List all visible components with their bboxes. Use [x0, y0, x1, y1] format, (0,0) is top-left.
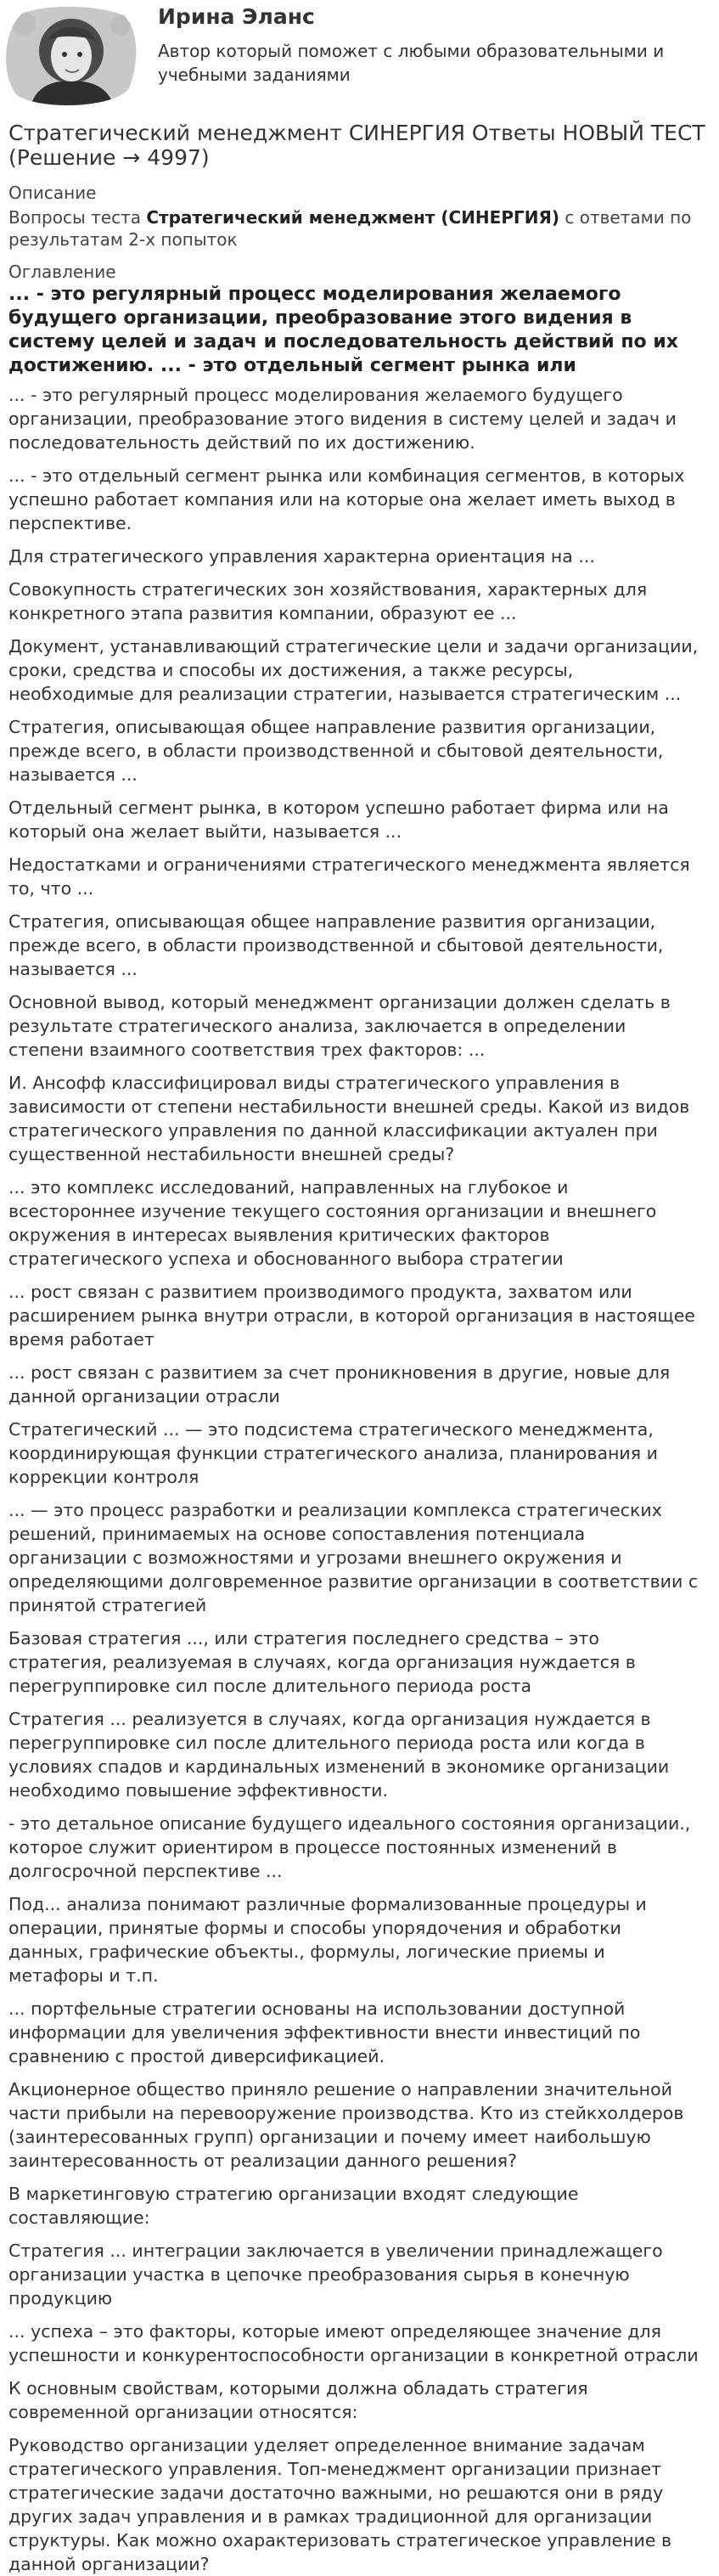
question-item: ... это комплекс исследований, направленных на глубокое и всестороннее изучение текущего состояния организации и внешнего окружения в интересах выявления критических факторов стратегического успеха и обоснованного выбора стратегии: [8, 1177, 657, 1269]
question-item: Документ, устанавливающий стратегические цели и задачи организации, сроки, средства и способы их достижения, а также ресурсы, необходимые для реализации стратегии, называется стратегическим ...: [8, 636, 699, 704]
question-item: Стратегия, описывающая общее направление развития организации, прежде всего, в области производственной и сбытовой деятельности, называется ...: [8, 717, 664, 785]
question-item: Основной вывод, который менеджмент организации должен сделать в результате стратегического анализа, заключается в определении степени взаимного соответствия трех факторов: ...: [8, 992, 671, 1060]
question-item: Под... анализа понимают различные формализованные процедуры и операции, принятые формы и способы упорядочения и обработки данных, графические объекты., формулы, логические приемы и метафоры и т.п.: [8, 1894, 647, 1986]
author-portrait-avatar-icon: [5, 7, 137, 107]
description-text: [8, 206, 705, 251]
author-avatar[interactable]: [5, 7, 137, 107]
question-item: Стратегия ... интеграции заключается в увеличении принадлежащего организации участка в цепочке преобразования сырья в конечную продукцию: [8, 2241, 663, 2308]
question-item: Отдельный сегмент рынка, в котором успешно работает фирма или на который она желает выйти, называется ...: [8, 798, 669, 842]
question-item: ... успеха – это факторы, которые имеют определяющее значение для успешности и конкурентоспособности организации в конкретной отрасли: [8, 2321, 699, 2365]
question-item: ... портфельные стратегии основаны на использовании доступной информации для увеличения эффективности внести инвестиций по сравнению с простой диверсификацией.: [8, 1998, 641, 2066]
question-item: Базовая стратегия ..., или стратегия последнего средства – это стратегия, реализуемая в случаях, когда организация нуждается в перегруппировке сил после длительного периода роста: [8, 1628, 636, 1696]
question-item: ... - это регулярный процесс моделирования желаемого будущего организации, преобразование этого видения в систему целей и задач и последовательность действий по их достижению.: [8, 385, 677, 453]
question-item: В маркетинговую стратегию организации входят следующие составляющие:: [8, 2184, 579, 2228]
description-test-name: Стратегический менеджмент (СИНЕРГИЯ): [146, 207, 560, 228]
question-item: Стратегический ... — это подсистема стратегического менеджмента, координирующая функции стратегического анализа, планирования и коррекции контроля: [8, 1419, 658, 1487]
question-item: ... рост связан с развитием производимого продукта, захватом или расширением рынка внутри отрасли, в которой организация в настоящее время работает: [8, 1282, 695, 1350]
author-description: Автор который поможет с любыми образовательными и учебными заданиями: [158, 41, 665, 85]
question-item: ... - это отдельный сегмент рынка или комбинация сегментов, в которых успешно работает компания или на которые она желает иметь выход в перспективе.: [8, 465, 685, 533]
question-item: Руководство организации уделяет определенное внимание задачам стратегического управления. Топ-менеджмент организации признает стратегические задачи достаточно важными, но решаются они в ряду других задач управления и в рамках традиционной для организации структуры. Как можно охарактеризовать стратегическое управление в данной организации?: [8, 2435, 672, 2574]
document-content: [0, 121, 719, 2576]
question-item: Для стратегического управления характерна ориентация на ...: [8, 546, 595, 566]
question-item: Недостатками и ограничениями стратегического менеджмента является то, что ...: [8, 854, 690, 899]
question-item: ... — это процесс разработки и реализации комплекса стратегических решений, принимаемых на основе сопоставления потенциала организации с возможностями и угрозами внешнего окружения и определяющими долговременное развитие организации в соответствии с принятой стратегией: [8, 1500, 699, 1615]
description-label: Описание: [8, 183, 97, 203]
question-list: [8, 383, 705, 2576]
question-item: - это детальное описание будущего идеального состояния организации., которое служит ориентиром в процессе постоянных изменений в долгосрочной перспективе ...: [8, 1813, 691, 1881]
question-item: К основным свойствам, которыми должна обладать стратегия современной организации относятся:: [8, 2378, 588, 2422]
question-item: Совокупность стратегических зон хозяйствования, характерных для конкретного этапа развития компании, образуют ее ...: [8, 579, 648, 623]
author-name[interactable]: Ирина Эланс: [158, 4, 315, 29]
question-item: И. Ансофф классифицировал виды стратегического управления в зависимости от степени нестабильности внешней среды. Какой из видов стратегического управления по данной классификации актуален при существенной нестабильности внешней среды?: [8, 1073, 690, 1164]
document-title: Стратегический менеджмент СИНЕРГИЯ Ответы НОВЫЙ ТЕСТ (Решение → 4997): [8, 121, 705, 170]
question-item: Стратегия, описывающая общее направление развития организации, прежде всего, в области производственной и сбытовой деятельности, называется ...: [8, 911, 664, 979]
description-suffix: с ответами по результатам 2-х попыток: [8, 207, 692, 250]
question-item: Акционерное общество приняло решение о направлении значительной части прибыли на перевооружение производства. Кто из стейкхолдеров (заинтересованных групп) организации и почему имеет наибольшую заинтересованность от реализации данного решения?: [8, 2079, 684, 2171]
toc-label: Оглавление: [8, 262, 116, 282]
question-item: ... рост связан с развитием за счет проникновения в другие, новые для данной организации отрасли: [8, 1362, 671, 1406]
description-prefix: Вопросы теста: [8, 207, 147, 228]
question-item: Стратегия ... реализуется в случаях, когда организация нуждается в перегруппировке сил после длительного периода роста или когда в условиях спадов и кардинальных изменений в экономике организации необходимо повышение эффективности.: [8, 1709, 670, 1801]
toc-heading: ... - это регулярный процесс моделирования желаемого будущего организации, преобразование этого видения в систему целей и задач и последовательность действий по их достижению. ... - это отдельный сегмент рынка или: [8, 284, 678, 376]
author-card[interactable]: [0, 0, 719, 114]
